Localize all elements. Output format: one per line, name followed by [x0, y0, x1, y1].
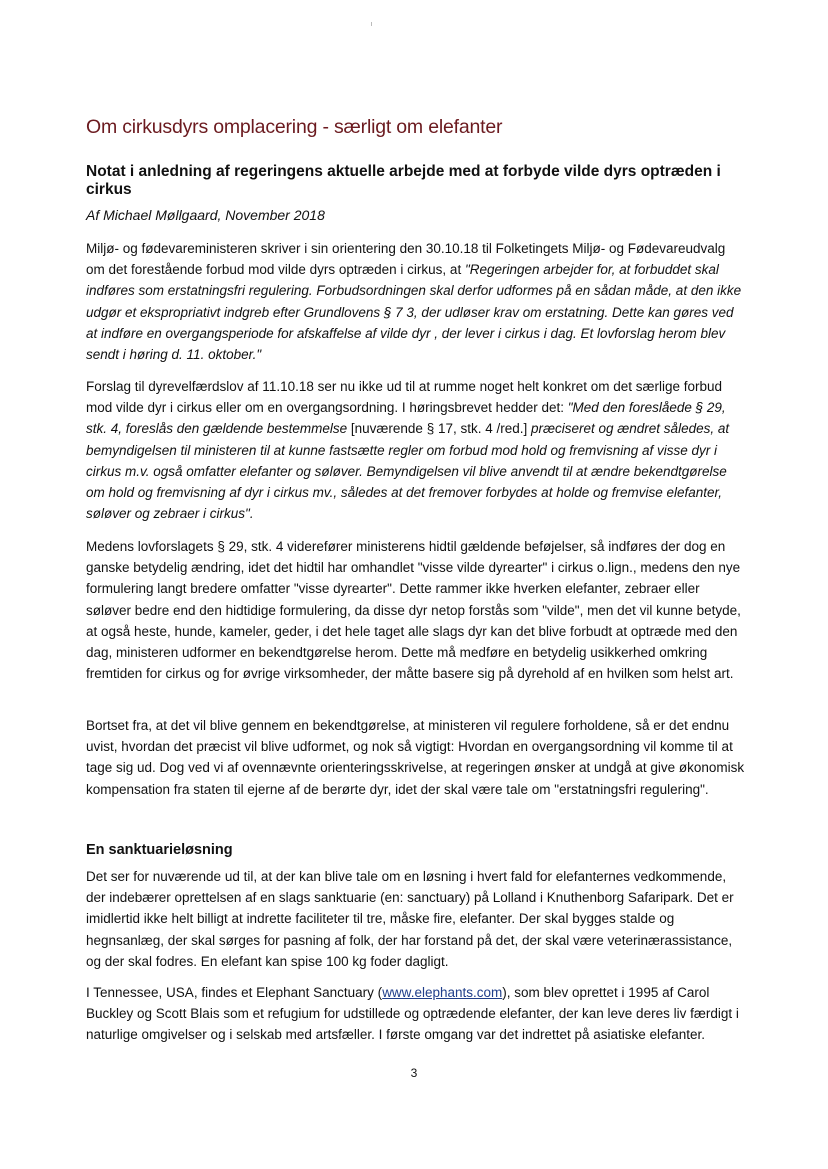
paragraph-3: Medens lovforslagets § 29, stk. 4 viderefører ministerens hidtil gældende beføjelser, så indføres der dog en ganske betydelig ændring, idet det hidtil har omhandlet "visse vilde dyrearter" i cirkus o.lign., medens den nye formulering langt bredere omfatter "visse dyrearter". Dette rammer ikke hverken elefanter, zebraer eller søløver bedre end den hidtidige formulering, da disse dyr netop forstås som "vilde", men det vil kunne betyde, at også heste, hunde, kameler, geder, i det hele taget alle slags dyr kan det blive forbudt at optræde med den dag, ministeren udformer en bekendtgørelse herom. Dette må medføre en betydelig usikkerhed omkring fremtiden for cirkus og for øvrige virksomheder, der måtte basere sig på dyrehold af en hvilken som helst art.	[86, 539, 741, 682]
paragraph-4: Bortset fra, at det vil blive gennem en bekendtgørelse, at ministeren vil regulere forholdene, så er det endnu uvist, hvordan det præcist vil blive udformet, og nok så vigtigt: Hvordan en overgangsordning vil komme til at tage sig ud. Dog ved vi af ovennævnte orienteringsskrivelse, at regeringen ønsker at undgå at give økonomisk kompensation fra staten til ejerne af de berørte dyr, idet der skal være tale om "erstatningsfri regulering".	[86, 718, 745, 797]
paragraph-2-quote-start: "Med den foreslåede § 29, stk. 4, foreslås den gældende bestemmelse	[86, 400, 726, 437]
scan-mark	[371, 22, 372, 26]
page-number: 3	[410, 1066, 418, 1080]
paragraph-5: Det ser for nuværende ud til, at der kan blive tale om en løsning i hvert fald for elefanternes vedkommende, der indebærer oprettelsen af en slags sanktuarie (en: sanctuary) på Lolland i Knuthenborg Safaripark. Det er imidlertid ikke helt billigt at indrette faciliteter til tre, måske fire, elefanter. Der skal bygges stalde og hegnsanlæg, der skal sørges for pasning af folk, der har forstand på det, der skal være veterinærassistance, og der skal fodres. En elefant kan spise 100 kg foder dagligt.	[86, 869, 734, 969]
paragraph-6-text-start: I Tennessee, USA, findes et Elephant Sanctuary (	[86, 985, 383, 1000]
paragraph-1-text: Miljø- og fødevareministeren skriver i sin orientering den 30.10.18 til Folketingets Miljø- og Fødevareudvalg om det forestående forbud mod vilde dyrs optræden i cirkus, at	[86, 241, 726, 278]
document-subtitle: Notat i anledning af regeringens aktuelle arbejde med at forbyde vilde dyrs optræden i cirkus	[86, 163, 721, 198]
paragraph-2	[86, 376, 746, 524]
paragraph-2-text: Forslag til dyrevelfærdslov af 11.10.18 ser nu ikke ud til at rumme noget helt konkret om det særlige forbud mod vilde dyr i cirkus eller om en overgangsordning. I høringsbrevet hedder det:	[86, 379, 723, 416]
paragraph-6	[86, 982, 746, 1046]
byline: Af Michael Møllgaard, November 2018	[86, 207, 325, 223]
paragraph-6-text-end: ), som blev oprettet i 1995 af Carol Buckley og Scott Blais som et refugium for udstillede og optrædende elefanter, der kan leve deres liv færdigt i naturlige omgivelser og i selskab med artsfæller. I første omgang var det indrettet på asiatiske elefanter.	[86, 985, 739, 1043]
paragraph-1-quote: "Regeringen arbejder for, at forbuddet skal indføres som erstatningsfri regulering. Forbudsordningen skal derfor udformes på en sådan måde, at den ikke udgør et ekspropriativt indgreb efter Grundlovens § 7 3, der udløser krav om erstatning. Dette kan gøres ved at indføre en overgangsperiode for afskaffelse af vilde dyr , der lever i cirkus i dag. Et lovforslag herom blev sendt i høring d. 11. oktober."	[86, 262, 742, 363]
section-heading: En sanktuarieløsning	[86, 842, 233, 858]
paragraph-2-editor-note: [nuværende § 17, stk. 4 /red.]	[347, 421, 531, 437]
elephants-link[interactable]: www.elephants.com	[382, 985, 503, 1000]
document-title: Om cirkusdyrs omplacering - særligt om elefanter	[86, 116, 503, 138]
paragraph-2-quote-end: præciseret og ændret således, at bemyndigelsen til ministeren til at kunne fastsætte regler om forbud mod hold og fremvisning af visse dyr i cirkus m.v. også omfatter elefanter og søløver. Bemyndigelsen vil blive anvendt til at ændre bekendtgørelse om hold og fremvisning af dyr i cirkus mv., således at det fremover forbydes at holde og fremvise elefanter, søløver og zebraer i cirkus".	[86, 421, 730, 522]
paragraph-1	[86, 238, 746, 365]
